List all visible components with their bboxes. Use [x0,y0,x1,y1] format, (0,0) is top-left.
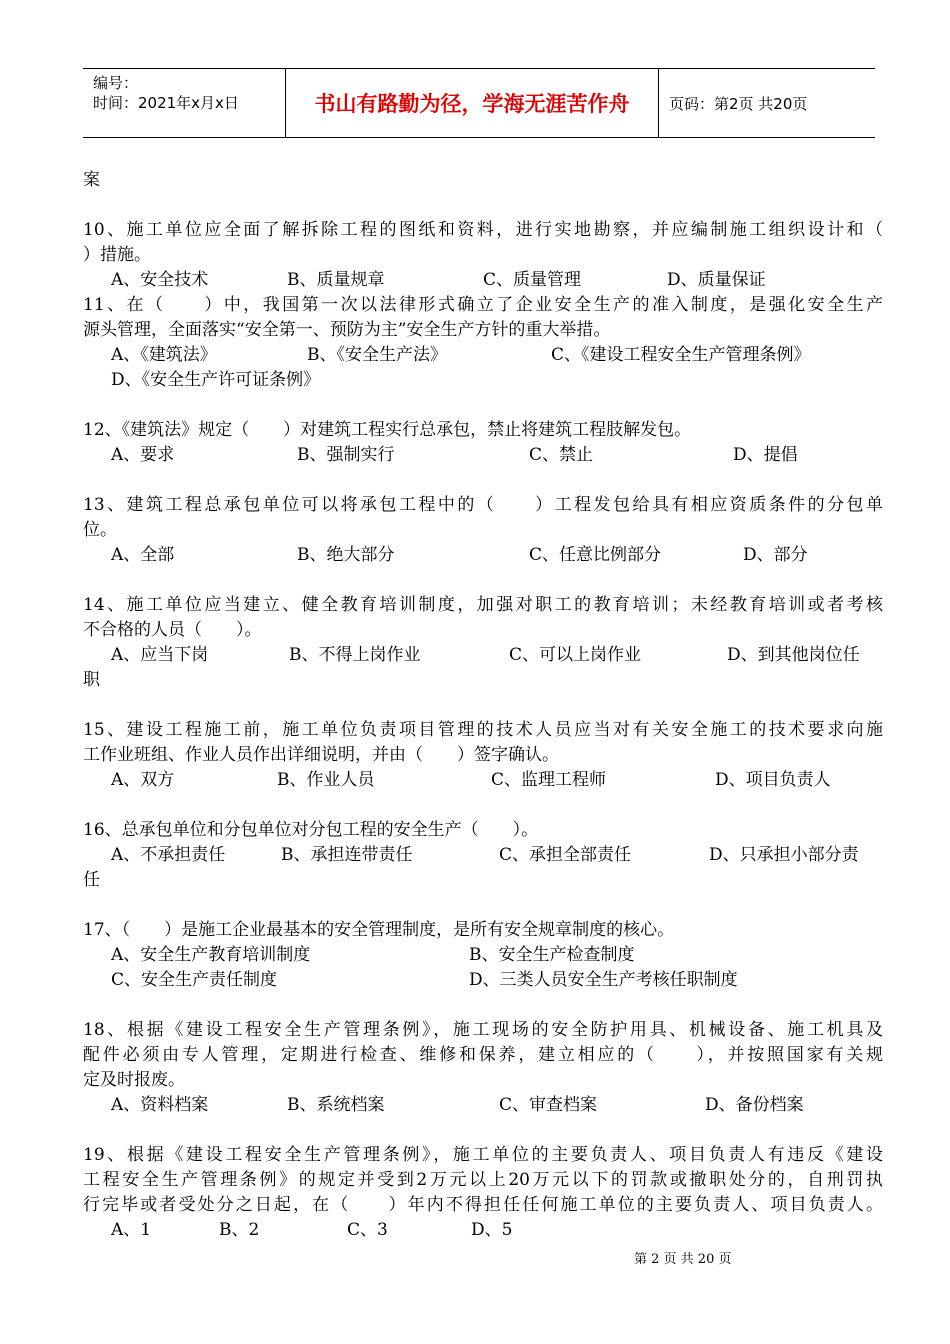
question-14-options [83,643,883,668]
option-b: B、系统档案 [287,1095,385,1115]
question-18-stem-cont: 配件必须由专人管理，定期进行检查、维修和保养，建立相应的（ ），并按照国家有关规 [83,1045,883,1065]
question-13-stem: 13、建筑工程总承包单位可以将承包工程中的（ ）工程发包给具有相应资质条件的分包单 [83,495,883,515]
text-line: 案 [83,170,100,190]
question-16-stem: 16、总承包单位和分包单位对分包工程的安全生产（ ）。 [83,820,539,840]
question-18-options [83,1093,883,1118]
option-b: B、不得上岗作业 [289,645,421,665]
option-b: B、2 [219,1220,260,1240]
option-a: A、安全技术 [111,270,209,290]
option-c: C、审查档案 [499,1095,598,1115]
question-19-stem: 19、根据《建设工程安全生产管理条例》，施工单位的主要负责人、项目负责人有违反《建设 [83,1145,883,1165]
option-a: A、资料档案 [111,1095,209,1115]
question-11-options [83,343,883,368]
option-a: A、1 [111,1220,152,1240]
question-14-stem-cont: 不合格的人员（ ）。 [83,620,262,640]
question-18-stem: 18、根据《建设工程安全生产管理条例》，施工现场的安全防护用具、机械设备、施工机具及 [83,1020,883,1040]
option-d: D、项目负责人 [715,770,831,790]
option-b: B、质量规章 [287,270,385,290]
question-17-stem: 17、（ ）是施工企业最基本的安全管理制度，是所有安全规章制度的核心。 [83,920,675,940]
option-a: A、《建筑法》 [111,345,217,365]
question-19-stem-cont-2: 行完毕或者受处分之日起，在（ ）年内不得担任任何施工单位的主要负责人、项目负责人。 [83,1195,883,1215]
question-14-stem: 14、施工单位应当建立、健全教育培训制度，加强对职工的教育培训；未经教育培训或者考核 [83,595,883,615]
question-10-stem: 10、施工单位应全面了解拆除工程的图纸和资料，进行实地勘察，并应编制施工组织设计和（ [83,220,883,240]
page-header [83,68,875,138]
question-11-options-2 [83,368,883,393]
option-d: D、提倡 [733,445,798,465]
question-13-stem-cont: 位。 [83,520,117,540]
header-motto: 书山有路勤为径，学海无涯苦作舟 [286,69,659,137]
question-17-options-2 [83,968,883,993]
option-d: D、5 [471,1220,513,1240]
option-d: D、三类人员安全生产考核任职制度 [469,970,738,990]
question-18-stem-cont-2: 定及时报废。 [83,1070,185,1090]
option-d: D、到其他岗位任 [727,645,860,665]
option-c: C、监理工程师 [491,770,607,790]
option-b: B、作业人员 [277,770,375,790]
question-15-stem: 15、建设工程施工前，施工单位负责项目管理的技术人员应当对有关安全施工的技术要求向施 [83,720,883,740]
option-c: C、3 [347,1220,388,1240]
question-13-options [83,543,883,568]
header-meta [83,69,286,137]
option-a: A、应当下岗 [111,645,209,665]
page-footer: 第 2 页 共 20 页 [634,1252,732,1267]
question-12-options [83,443,883,468]
option-d: D、《安全生产许可证条例》 [111,370,321,390]
question-15-stem-cont: 工作业班组、作业人员作出详细说明，并由（ ）签字确认。 [83,745,559,765]
question-19-options [83,1218,883,1243]
option-c: C、禁止 [529,445,594,465]
option-b: B、承担连带责任 [281,845,413,865]
question-17-options-1 [83,943,883,968]
question-10-stem-cont: ）措施。 [83,245,151,265]
option-a: A、全部 [111,545,175,565]
header-page-code: 页码：第2页 共20页 [669,94,808,113]
question-11-stem: 11、在（ ）中，我国第一次以法律形式确立了企业安全生产的准入制度，是强化安全生产 [83,295,883,315]
time-label: 时间：2021年x月x日 [93,94,239,112]
question-19-stem-cont: 工程安全生产管理条例》的规定并受到2万元以上20万元以下的罚款或撤职处分的，自刑罚执 [83,1170,883,1190]
question-16-option-cont: 任 [83,870,100,890]
option-c: C、任意比例部分 [529,545,662,565]
option-d: D、质量保证 [667,270,766,290]
question-15-options [83,768,883,793]
question-10-options [83,268,883,293]
option-a: A、不承担责任 [111,845,226,865]
option-a: A、双方 [111,770,175,790]
option-d: D、部分 [743,545,808,565]
question-16-options [83,843,883,868]
option-b: B、安全生产检查制度 [469,945,635,965]
option-c: C、《建设工程安全生产管理条例》 [551,345,811,365]
option-a: A、安全生产教育培训制度 [111,945,311,965]
option-c: C、安全生产责任制度 [111,970,278,990]
option-b: B、强制实行 [297,445,395,465]
question-11-stem-cont: 源头管理，全面落实“安全第一、预防为主”安全生产方针的重大举措。 [83,320,611,340]
option-c: C、可以上岗作业 [509,645,642,665]
option-a: A、要求 [111,445,175,465]
number-label: 编号： [93,74,139,92]
option-c: C、承担全部责任 [499,845,632,865]
question-12-stem: 12、《建筑法》规定（ ）对建筑工程实行总承包，禁止将建筑工程肢解发包。 [83,420,692,440]
question-14-option-cont: 职 [83,670,100,690]
option-d: D、只承担小部分责 [709,845,859,865]
option-b: B、《安全生产法》 [307,345,447,365]
option-d: D、备份档案 [705,1095,804,1115]
question-list [83,168,883,1243]
option-b: B、绝大部分 [297,545,395,565]
option-c: C、质量管理 [483,270,582,290]
